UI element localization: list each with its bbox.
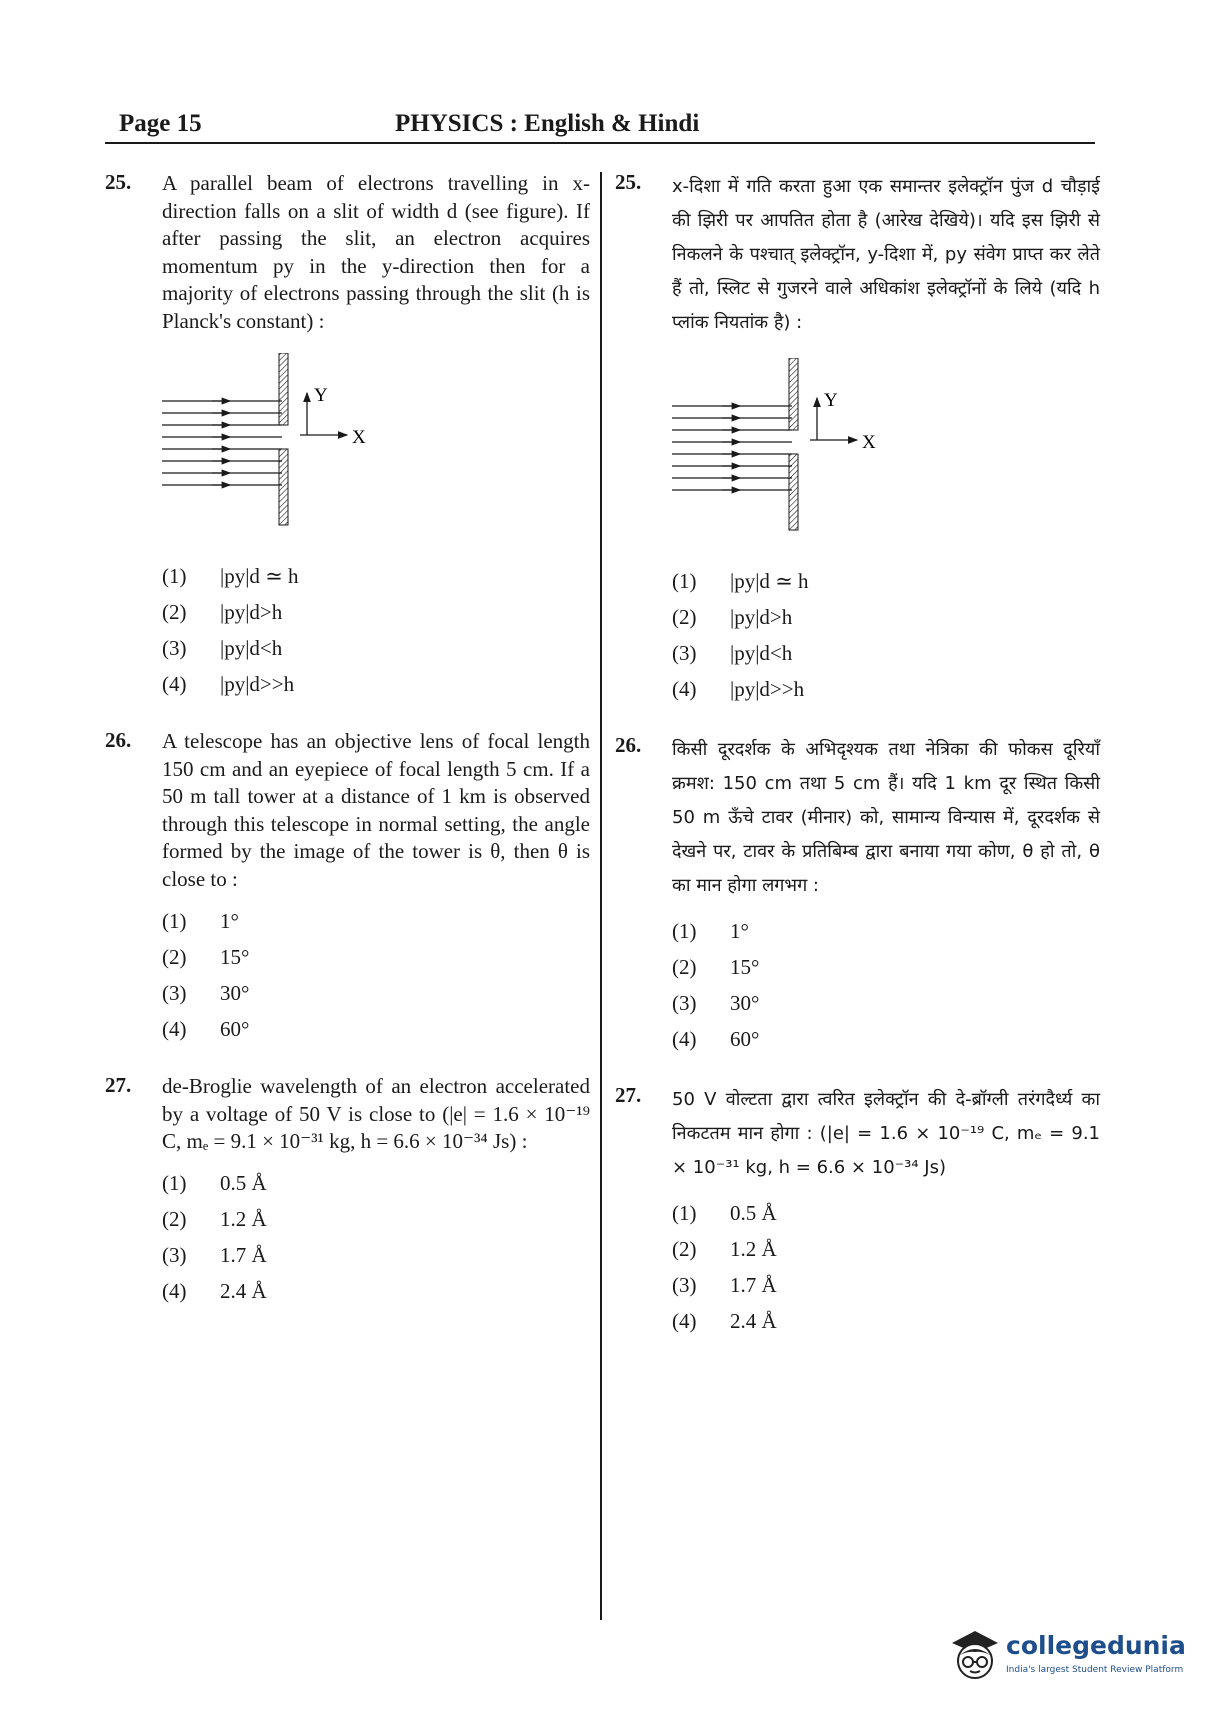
slit-diagram xyxy=(672,358,1100,553)
question-text: 50 V वोल्टता द्वारा त्वरित इलेक्ट्रॉन की दे-ब्रॉग्ली तरंगदैर्ध्य का निकटतम मान होगा : (|e| = 1.6 × 10⁻¹⁹ C, mₑ = 9.1 × 10⁻³¹ kg, h = 6.6 × 10⁻³⁴ Js) xyxy=(672,1089,1100,1178)
y-axis-label: Y xyxy=(824,390,838,411)
page-header xyxy=(105,110,1095,144)
question-25-hindi xyxy=(615,170,1100,707)
question-27 xyxy=(105,1073,590,1310)
slit-wall-bottom xyxy=(279,449,288,525)
option-2[interactable]: (2) 15° xyxy=(672,954,760,979)
subject-title: PHYSICS : English & Hindi xyxy=(395,110,700,137)
option-2[interactable]: (2) 1.2 Å xyxy=(162,1207,267,1231)
option-1[interactable]: (1) |py|d ≃ h xyxy=(162,563,299,588)
option-3[interactable]: (3) 1.7 Å xyxy=(162,1243,267,1267)
question-number: 27. xyxy=(615,1083,642,1107)
answer-options xyxy=(162,1166,590,1310)
option-4[interactable]: (4) 2.4 Å xyxy=(672,1308,777,1333)
hindi-column xyxy=(615,170,1100,1339)
option-4[interactable]: (4) |py|d>>h xyxy=(162,671,295,696)
question-number: 25. xyxy=(615,170,642,194)
question-number: 26. xyxy=(105,728,132,752)
question-26-hindi xyxy=(615,733,1100,1057)
option-1[interactable]: (1) |py|d ≃ h xyxy=(672,568,809,593)
question-26 xyxy=(105,728,590,1047)
question-text: A telescope has an objective lens of focal length 150 cm and an eyepiece of focal length 5 cm. If a 50 m tall tower at a distance of 1 km is observed through this telescope in normal setting, the angle formed by the image of the tower is θ, then θ is close to : xyxy=(162,729,590,891)
answer-options xyxy=(162,903,590,1047)
question-number: 25. xyxy=(105,170,132,194)
option-2[interactable]: (2) 1.2 Å xyxy=(672,1236,777,1261)
option-1[interactable]: (1) 1° xyxy=(672,918,749,943)
question-number: 26. xyxy=(615,733,642,757)
x-axis-label: X xyxy=(352,427,366,448)
y-axis-label: Y xyxy=(314,385,328,406)
option-1[interactable]: (1) 1° xyxy=(162,908,239,933)
question-text: x-दिशा में गति करता हुआ एक समान्तर इलेक्ट्रॉन पुंज d चौड़ाई की झिरी पर आपतित होता है (आरेख देखिये)। यदि इस झिरी से निकलने के पश्चात् इलेक्ट्रॉन, y-दिशा में, py संवेग प्राप्त कर लेते हैं तो, स्लिट से गुजरने वाले अधिकांश इलेक्ट्रॉनों के लिये (यदि h प्लांक नियतांक है) : xyxy=(672,176,1100,333)
option-2[interactable]: (2) |py|d>h xyxy=(672,604,793,629)
slit-figure xyxy=(672,358,912,548)
option-3[interactable]: (3) 30° xyxy=(162,980,250,1005)
option-4[interactable]: (4) |py|d>>h xyxy=(672,676,805,701)
column-divider xyxy=(600,172,602,1620)
answer-options xyxy=(672,563,1100,707)
question-text: किसी दूरदर्शक के अभिदृश्यक तथा नेत्रिका की फोकस दूरियाँ क्रमश: 150 cm तथा 5 cm हैं। यदि 1 km दूर स्थित किसी 50 m ऊँचे टावर (मीनार) को, सामान्य विन्यास में, दूरदर्शक से देखने पर, टावर के प्रतिबिम्ब द्वारा बनाया गया कोण, θ हो तो, θ का मान होगा लगभग : xyxy=(672,739,1100,896)
question-number: 27. xyxy=(105,1073,132,1097)
student-mascot-icon xyxy=(948,1625,1002,1687)
option-4[interactable]: (4) 60° xyxy=(162,1016,250,1041)
option-3[interactable]: (3) |py|d<h xyxy=(672,640,793,665)
option-3[interactable]: (3) 1.7 Å xyxy=(672,1272,777,1297)
option-1[interactable]: (1) 0.5 Å xyxy=(162,1171,267,1195)
question-text: de-Broglie wavelength of an electron accelerated by a voltage of 50 V is close to (|e| = 1.6 × 10⁻¹⁹ C, mₑ = 9.1 × 10⁻³¹ kg, h = 6.6 × 10⁻³⁴ Js) : xyxy=(162,1074,590,1153)
question-text: A parallel beam of electrons travelling in x-direction falls on a slit of width d (see figure). If after passing the slit, an electron acquires momentum py in the y-direction then for a majority of electrons passing through the slit (h is Planck's constant) : xyxy=(162,171,590,333)
logo-wordmark: collegedunia xyxy=(1006,1631,1186,1660)
english-column xyxy=(105,170,590,1310)
option-4[interactable]: (4) 2.4 Å xyxy=(162,1279,267,1303)
answer-options xyxy=(672,913,1100,1057)
option-2[interactable]: (2) |py|d>h xyxy=(162,599,283,624)
electron-beam xyxy=(672,406,792,490)
slit-wall-top xyxy=(789,358,798,430)
collegedunia-logo[interactable] xyxy=(948,1625,1186,1695)
page-number: Page 15 xyxy=(119,110,202,137)
slit-wall-top xyxy=(279,353,288,425)
slit-figure xyxy=(162,353,402,543)
option-1[interactable]: (1) 0.5 Å xyxy=(672,1200,777,1225)
electron-beam xyxy=(162,401,282,485)
x-axis-label: X xyxy=(862,432,876,453)
option-3[interactable]: (3) 30° xyxy=(672,990,760,1015)
logo-tagline: India's largest Student Review Platform xyxy=(1006,1665,1184,1675)
question-27-hindi xyxy=(615,1083,1100,1339)
slit-wall-bottom xyxy=(789,454,798,530)
answer-options xyxy=(672,1195,1100,1339)
option-2[interactable]: (2) 15° xyxy=(162,944,250,969)
option-4[interactable]: (4) 60° xyxy=(672,1026,760,1051)
option-3[interactable]: (3) |py|d<h xyxy=(162,635,283,660)
answer-options xyxy=(162,558,590,702)
question-25 xyxy=(105,170,590,702)
slit-diagram xyxy=(162,353,590,548)
